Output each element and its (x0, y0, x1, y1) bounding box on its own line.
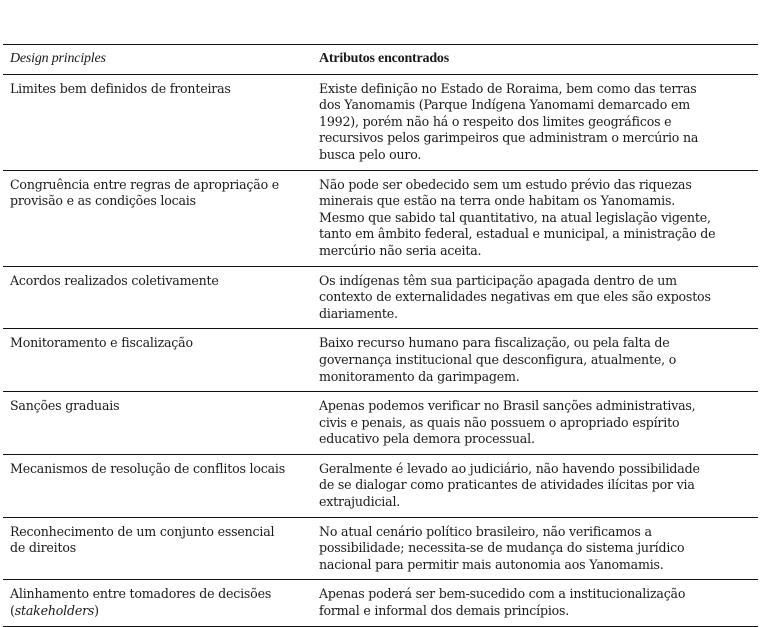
attribute-cell: Os indígenas têm sua participação apagada dentro de um contexto de externalidades negativas em que eles são expostos diariamente. (319, 272, 711, 321)
header-atributos-encontrados: Atributos encontrados (319, 51, 449, 66)
attribute-cell: Existe definição no Estado de Roraima, bem como das terras dos Yanomamis (Parque Indígena Yanomami demarcado em 1992), porém não há o respeito dos limites geográficos e recursivos pelos garimpeiros que administram o mercúrio na busca pelo ouro. (319, 80, 699, 162)
principle-cell: Acordos realizados coletivamente (10, 272, 219, 288)
table-row (3, 329, 758, 392)
table-header-row (3, 45, 758, 75)
stakeholders-italic: stakeholders (14, 603, 95, 619)
principle-cell: Monitoramento e fiscalização (10, 335, 193, 351)
table-row (3, 454, 758, 517)
table-row (3, 392, 758, 455)
principle-cell: Reconhecimento de um conjunto essencial de direitos (10, 523, 275, 556)
design-principles-table (3, 44, 758, 627)
table-row (3, 266, 758, 329)
principle-cell: Mecanismos de resolução de conflitos locais (10, 460, 285, 476)
attribute-cell: Não pode ser obedecido sem um estudo prévio das riquezas minerais que estão na terra onde habitam os Yanomamis. Mesmo que sabido tal quantitativo, na atual legislação vigente, tanto em âmbito federal, estadual e municipal, a ministração de mercúrio não seria aceita. (319, 176, 716, 258)
principle-text: Alinhamento entre tomadores de decisões (10, 586, 272, 602)
attribute-cell: Apenas podemos verificar no Brasil sanções administrativas, civis e penais, as quais não possuem o apropriado espírito educativo pela demora processual. (319, 398, 696, 447)
table-row (3, 580, 758, 626)
principle-cell (3, 580, 312, 626)
attribute-cell: Geralmente é levado ao judiciário, não havendo possibilidade de se dialogar como praticantes de atividades ilícitas por via extrajudicial. (319, 460, 700, 510)
principle-cell: Congruência entre regras de apropriação e provisão e as condições locais (10, 176, 280, 209)
table-row (3, 74, 758, 170)
table-row (3, 170, 758, 266)
table-row (3, 517, 758, 580)
paren-open: ( (10, 603, 15, 619)
attribute-cell: Apenas poderá ser bem-sucedido com a institucionalização formal e informal dos demais princípios. (319, 586, 686, 619)
principle-cell: Sanções graduais (10, 398, 120, 414)
header-design-principles: Design principles (10, 51, 106, 66)
principle-cell: Limites bem definidos de fronteiras (10, 80, 231, 96)
attribute-cell: No atual cenário político brasileiro, não verificamos a possibilidade; necessita-se de mudança do sistema jurídico nacional para permitir mais autonomia aos Yanomamis. (319, 523, 685, 572)
paren-close: ) (94, 603, 99, 619)
attribute-cell: Baixo recurso humano para fiscalização, ou pela falta de governança institucional que desconfigura, atualmente, o monitoramento da garimpagem. (319, 335, 677, 384)
